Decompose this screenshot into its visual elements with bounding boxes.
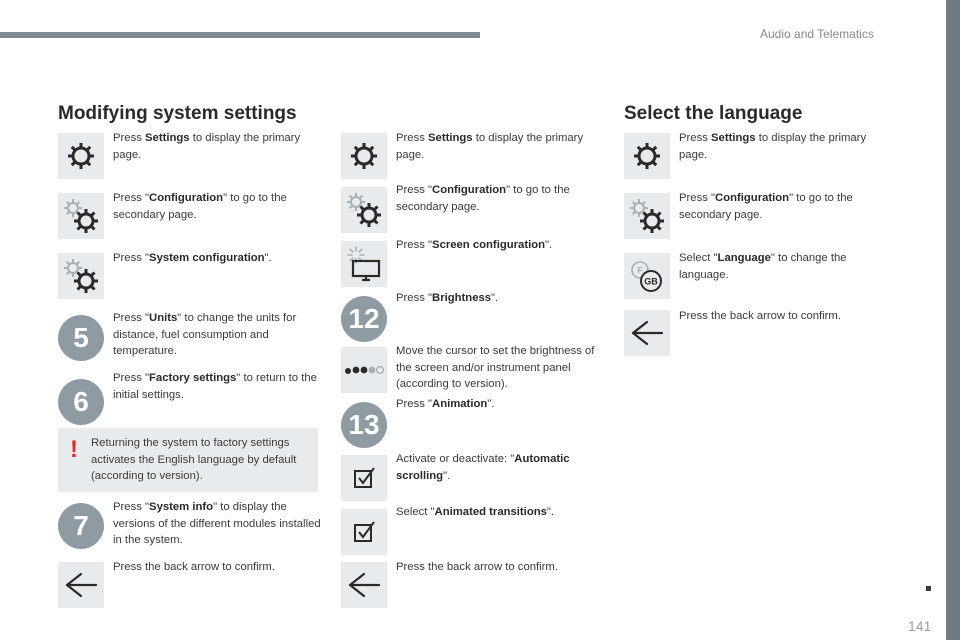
- warning-icon: !: [70, 436, 78, 463]
- left-step-back-text: Press the back arrow to confirm.: [113, 561, 275, 573]
- heading-select-language: Select the language: [624, 103, 803, 124]
- page-end-marker: [926, 586, 931, 591]
- settings-gear-icon: [341, 133, 387, 179]
- top-rule: [0, 32, 480, 38]
- step-number-6: 6: [58, 379, 104, 425]
- checkbox-icon: [341, 509, 387, 555]
- settings-gear-icon: [58, 133, 104, 179]
- checkbox-icon: [341, 455, 387, 501]
- heading-modifying-system-settings: Modifying system settings: [58, 103, 297, 124]
- back-arrow-icon: [624, 310, 670, 356]
- warning-text: Returning the system to factory settings activates the English language by default (according to version).: [91, 437, 297, 482]
- step-number-5: 5: [58, 315, 104, 361]
- section-label: Audio and Telematics: [760, 27, 874, 41]
- flag-letters-gb: GB: [644, 276, 658, 287]
- side-tab-strip: [946, 0, 960, 640]
- middle-step-back-text: Press the back arrow to confirm.: [396, 561, 558, 573]
- configuration-gears-icon: [58, 253, 104, 299]
- screen-brightness-icon: [341, 241, 387, 287]
- middle-step-3-text: Press "Screen configuration".: [396, 239, 553, 251]
- left-step-5-text: Press "Units" to change the units for distance, fuel consumption and temperature.: [113, 312, 297, 357]
- left-step-7-text: Press "System info" to display the versions of the different modules installed in the system.: [113, 501, 321, 546]
- configuration-gears-icon: [341, 187, 387, 233]
- step-number-13: 13: [341, 402, 387, 448]
- middle-step-1-text: Press Settings to display the primary page.: [396, 132, 584, 161]
- factory-settings-warning: [58, 428, 318, 492]
- left-step-2-text: Press "Configuration" to go to the secondary page.: [113, 192, 287, 221]
- right-step-3-text: Select "Language" to change the language.: [679, 252, 847, 281]
- settings-gear-icon: [624, 133, 670, 179]
- step-number-12: 12: [341, 296, 387, 342]
- middle-step-auto-scroll-text: Activate or deactivate: "Automatic scrolling".: [396, 453, 570, 482]
- right-step-2-text: Press "Configuration" to go to the secondary page.: [679, 192, 853, 221]
- back-arrow-icon: [58, 562, 104, 608]
- page-number: 141: [908, 618, 932, 634]
- middle-step-13-text: Press "Animation".: [396, 398, 495, 410]
- configuration-gears-icon: [624, 193, 670, 239]
- step-number-7: 7: [58, 503, 104, 549]
- right-step-back-text: Press the back arrow to confirm.: [679, 310, 841, 322]
- flag-letter-f: F: [637, 265, 643, 276]
- middle-step-brightness-slider-text: Move the cursor to set the brightness of the screen and/or instrument panel (according to version).: [396, 345, 595, 390]
- back-arrow-icon: [341, 562, 387, 608]
- left-step-3-text: Press "System configuration".: [113, 252, 272, 264]
- left-step-1-text: Press Settings to display the primary page.: [113, 132, 301, 161]
- middle-step-12-text: Press "Brightness".: [396, 292, 499, 304]
- left-step-6-text: Press "Factory settings" to return to the initial settings.: [113, 372, 317, 401]
- middle-step-transitions-text: Select "Animated transitions".: [396, 506, 555, 518]
- right-step-1-text: Press Settings to display the primary page.: [679, 132, 867, 161]
- configuration-gears-icon: [58, 193, 104, 239]
- brightness-slider-icon: [341, 347, 387, 393]
- language-flag-icon: [624, 253, 670, 299]
- middle-step-2-text: Press "Configuration" to go to the secondary page.: [396, 184, 570, 213]
